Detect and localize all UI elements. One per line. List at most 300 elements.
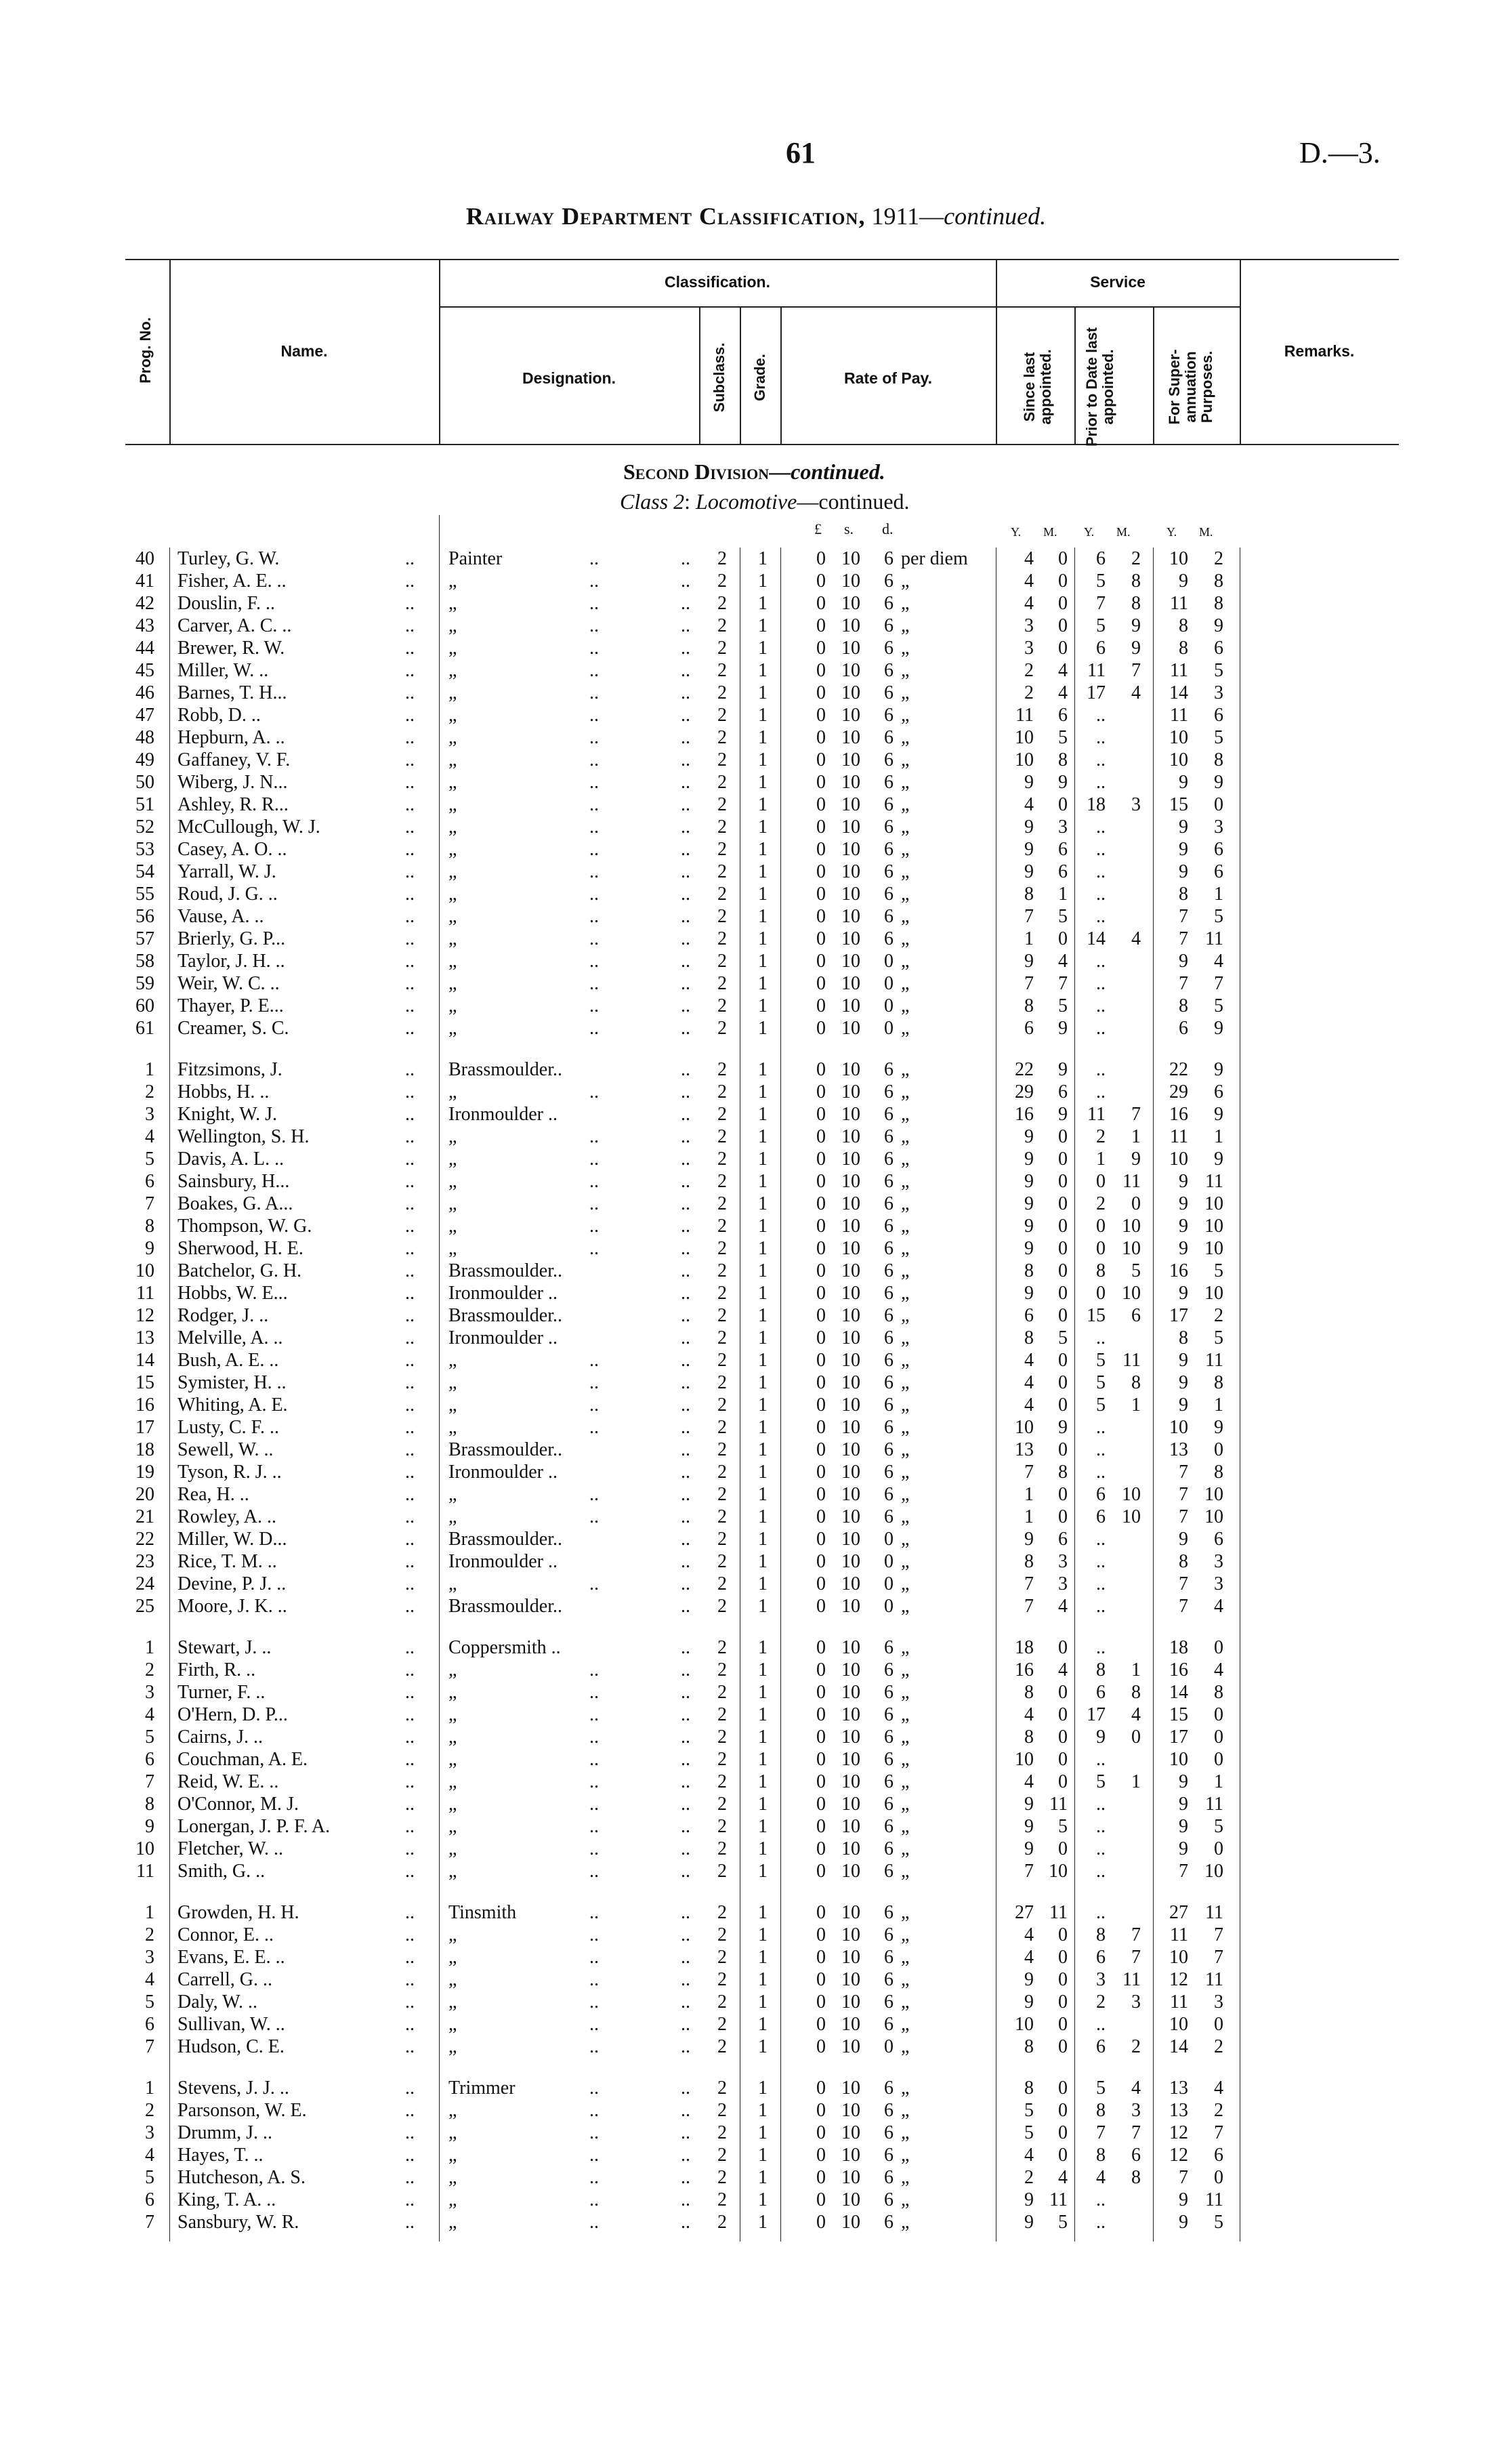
cell-pay-pounds: 0	[816, 906, 826, 927]
table-row	[0, 1793, 1512, 1815]
leader-dots: ..	[681, 772, 690, 793]
leader-dots: ..	[405, 1816, 415, 1837]
cell-prior-months: 6	[1131, 1305, 1141, 1326]
cell-designation: „	[448, 1969, 457, 1990]
cell-subclass: 2	[717, 1350, 727, 1371]
cell-since-years: 10	[1015, 1417, 1034, 1438]
cell-name: Yarrall, W. J.	[177, 861, 276, 882]
cell-super-months: 7	[1214, 1924, 1223, 1945]
cell-super-years: 9	[1179, 1171, 1188, 1192]
cell-name: Thayer, P. E...	[177, 995, 284, 1016]
cell-prior-years: 6	[1096, 638, 1106, 659]
cell-super-years: 9	[1179, 1350, 1188, 1371]
cell-pay-suffix: „	[901, 772, 910, 793]
cell-prior-years: ..	[1096, 2014, 1106, 2035]
leader-dots: ..	[681, 1704, 690, 1725]
cell-name: Stewart, J. ..	[177, 1637, 272, 1658]
cell-prior-years: ..	[1096, 1596, 1106, 1617]
cell-pay-shillings: 10	[841, 1659, 860, 1680]
cell-prior-years: 6	[1096, 1682, 1106, 1703]
cell-prior-years: 7	[1096, 593, 1106, 614]
leader-dots: ..	[589, 1372, 599, 1393]
leader-dots: ..	[589, 1727, 599, 1748]
cell-subclass: 2	[717, 1573, 727, 1594]
cell-prog-no: 21	[135, 1506, 154, 1527]
cell-pay-pence: 6	[884, 1260, 894, 1281]
cell-super-months: 9	[1214, 1149, 1223, 1170]
cell-subclass: 2	[717, 1260, 727, 1281]
leader-dots: ..	[405, 839, 415, 860]
table-row	[0, 637, 1512, 659]
cell-subclass: 2	[717, 2212, 727, 2233]
cell-prog-no: 55	[135, 884, 154, 905]
leader-dots: ..	[589, 1149, 599, 1170]
leader-dots: ..	[681, 2100, 690, 2121]
table-row	[0, 1282, 1512, 1304]
cell-prog-no: 4	[145, 1969, 154, 1990]
cell-prior-years: 8	[1096, 1924, 1106, 1945]
leader-dots: ..	[589, 1902, 599, 1923]
cell-since-months: 0	[1058, 1216, 1068, 1237]
cell-since-months: 0	[1058, 1149, 1068, 1170]
cell-super-months: 11	[1205, 928, 1223, 949]
cell-prog-no: 61	[135, 1018, 154, 1039]
cell-prior-months: 10	[1122, 1506, 1141, 1527]
cell-pay-pounds: 0	[816, 1902, 826, 1923]
cell-super-years: 10	[1169, 727, 1188, 748]
cell-prog-no: 53	[135, 839, 154, 860]
leader-dots: ..	[405, 638, 415, 659]
cell-grade: 1	[758, 1216, 768, 1237]
cell-grade: 1	[758, 2167, 768, 2188]
leader-dots: ..	[681, 615, 690, 636]
leader-dots: ..	[589, 1238, 599, 1259]
cell-pay-shillings: 10	[841, 660, 860, 681]
leader-dots: ..	[589, 928, 599, 949]
cell-name: Robb, D. ..	[177, 705, 261, 726]
cell-pay-pence: 6	[884, 1704, 894, 1725]
division-continued: continued.	[791, 459, 885, 484]
cell-super-months: 9	[1214, 1059, 1223, 1080]
leader-dots: ..	[405, 1727, 415, 1748]
cell-name: Moore, J. K. ..	[177, 1596, 287, 1617]
leader-dots: ..	[589, 1216, 599, 1237]
cell-grade: 1	[758, 2122, 768, 2143]
cell-since-years: 2	[1024, 2167, 1034, 2188]
cell-prog-no: 3	[145, 2122, 154, 2143]
cell-prog-no: 3	[145, 1947, 154, 1968]
cell-super-years: 9	[1179, 1771, 1188, 1792]
cell-designation: Brassmoulder..	[448, 1596, 562, 1617]
cell-since-years: 9	[1024, 2212, 1034, 2233]
cell-super-months: 2	[1214, 1305, 1223, 1326]
cell-prior-months: 3	[1131, 1991, 1141, 2012]
cell-designation: „	[448, 1193, 457, 1214]
cell-pay-suffix: „	[901, 1659, 910, 1680]
leader-dots: ..	[405, 548, 415, 569]
cell-since-years: 10	[1015, 727, 1034, 748]
cell-pay-pence: 6	[884, 2167, 894, 2188]
cell-super-months: 4	[1214, 2078, 1223, 2099]
cell-since-months: 9	[1058, 1059, 1068, 1080]
cell-name: Miller, W. ..	[177, 660, 269, 681]
cell-super-months: 3	[1214, 1573, 1223, 1594]
leader-dots: ..	[589, 995, 599, 1016]
leader-dots: ..	[589, 2145, 599, 2166]
table-row	[0, 2077, 1512, 2099]
cell-pay-pence: 6	[884, 1439, 894, 1460]
leader-dots: ..	[681, 1417, 690, 1438]
cell-grade: 1	[758, 1350, 768, 1371]
leader-dots: ..	[405, 1924, 415, 1945]
cell-grade: 1	[758, 1439, 768, 1460]
cell-super-years: 7	[1179, 1861, 1188, 1882]
cell-prior-months: 8	[1131, 571, 1141, 592]
leader-dots: ..	[681, 2189, 690, 2210]
cell-prior-months: 8	[1131, 1682, 1141, 1703]
cell-prior-years: 8	[1096, 2100, 1106, 2121]
cell-subclass: 2	[717, 638, 727, 659]
table-row	[0, 570, 1512, 592]
cell-super-months: 1	[1214, 884, 1223, 905]
leader-dots: ..	[589, 2167, 599, 2188]
cell-subclass: 2	[717, 1484, 727, 1505]
table-row	[0, 1595, 1512, 1617]
cell-prog-no: 58	[135, 951, 154, 972]
cell-pay-pence: 0	[884, 1018, 894, 1039]
leader-dots: ..	[405, 1193, 415, 1214]
cell-designation: „	[448, 2167, 457, 2188]
leader-dots: ..	[681, 839, 690, 860]
cell-since-years: 9	[1024, 1794, 1034, 1815]
branch-continued: —continued.	[797, 489, 910, 514]
leader-dots: ..	[681, 1081, 690, 1102]
table-row	[0, 1304, 1512, 1327]
cell-pay-suffix: per diem	[901, 548, 968, 569]
table-row	[0, 1193, 1512, 1215]
cell-designation: „	[448, 772, 457, 793]
cell-pay-pounds: 0	[816, 2122, 826, 2143]
cell-name: McCullough, W. J.	[177, 817, 320, 838]
cell-since-years: 7	[1024, 1573, 1034, 1594]
cell-super-years: 13	[1169, 2100, 1188, 2121]
cell-prior-months: 4	[1131, 682, 1141, 703]
cell-prior-months: 4	[1131, 928, 1141, 949]
cell-pay-shillings: 10	[841, 1149, 860, 1170]
cell-prior-years: ..	[1096, 884, 1106, 905]
cell-prog-no: 1	[145, 2078, 154, 2099]
table-row	[0, 995, 1512, 1017]
cell-grade: 1	[758, 2014, 768, 2035]
leader-dots: ..	[681, 1305, 690, 1326]
cell-name: Lusty, C. F. ..	[177, 1417, 279, 1438]
cell-since-months: 5	[1058, 1327, 1068, 1348]
cell-subclass: 2	[717, 615, 727, 636]
cell-pay-shillings: 10	[841, 1991, 860, 2012]
cell-since-months: 0	[1058, 1350, 1068, 1371]
cell-name: Symister, H. ..	[177, 1372, 287, 1393]
header-prior-to-date: Prior to Date last appointed.	[1083, 327, 1116, 447]
table-row	[0, 1349, 1512, 1371]
leader-dots: ..	[405, 2036, 415, 2057]
cell-since-years: 3	[1024, 615, 1034, 636]
cell-pay-shillings: 10	[841, 1126, 860, 1147]
cell-designation: „	[448, 951, 457, 972]
unit-y-super: Y.	[1167, 525, 1177, 539]
table-row	[0, 1170, 1512, 1193]
cell-prior-years: ..	[1096, 1573, 1106, 1594]
cell-super-years: 8	[1179, 1327, 1188, 1348]
leader-dots: ..	[589, 571, 599, 592]
cell-prior-years: ..	[1096, 1816, 1106, 1837]
leader-dots: ..	[405, 772, 415, 793]
cell-since-years: 9	[1024, 1991, 1034, 2012]
cell-subclass: 2	[717, 1283, 727, 1304]
cell-designation: „	[448, 727, 457, 748]
cell-designation: „	[448, 1659, 457, 1680]
cell-pay-pounds: 0	[816, 749, 826, 770]
cell-since-months: 0	[1058, 1484, 1068, 1505]
cell-super-years: 7	[1179, 928, 1188, 949]
cell-since-years: 8	[1024, 1727, 1034, 1748]
leader-dots: ..	[681, 727, 690, 748]
cell-prior-months: 8	[1131, 593, 1141, 614]
cell-since-years: 2	[1024, 660, 1034, 681]
cell-prior-years: ..	[1096, 973, 1106, 994]
cell-pay-pence: 6	[884, 1327, 894, 1348]
cell-since-months: 4	[1058, 951, 1068, 972]
cell-pay-shillings: 10	[841, 1018, 860, 1039]
table-row	[0, 1726, 1512, 1748]
cell-prog-no: 2	[145, 1081, 154, 1102]
cell-designation: „	[448, 839, 457, 860]
cell-designation: „	[448, 995, 457, 1016]
cell-super-years: 10	[1169, 2014, 1188, 2035]
cell-super-months: 6	[1214, 839, 1223, 860]
cell-grade: 1	[758, 1637, 768, 1658]
cell-super-years: 10	[1169, 548, 1188, 569]
cell-pay-suffix: „	[901, 1771, 910, 1792]
cell-pay-suffix: „	[901, 2189, 910, 2210]
cell-pay-suffix: „	[901, 1059, 910, 1080]
cell-since-years: 4	[1024, 794, 1034, 815]
leader-dots: ..	[681, 1771, 690, 1792]
cell-designation: „	[448, 1171, 457, 1192]
cell-pay-pence: 6	[884, 660, 894, 681]
cell-name: Douslin, F. ..	[177, 593, 276, 614]
cell-pay-suffix: „	[901, 1327, 910, 1348]
cell-prior-months: 7	[1131, 1924, 1141, 1945]
leader-dots: ..	[405, 660, 415, 681]
leader-dots: ..	[405, 1861, 415, 1882]
header-service: Service	[1090, 273, 1146, 291]
cell-subclass: 2	[717, 1081, 727, 1102]
cell-pay-shillings: 10	[841, 571, 860, 592]
leader-dots: ..	[681, 1462, 690, 1483]
cell-pay-suffix: „	[901, 884, 910, 905]
cell-pay-suffix: „	[901, 995, 910, 1016]
cell-prior-years: 17	[1087, 682, 1106, 703]
cell-designation: „	[448, 1573, 457, 1594]
leader-dots: ..	[589, 2100, 599, 2121]
table-row	[0, 1860, 1512, 1882]
cell-prog-no: 23	[135, 1551, 154, 1572]
cell-pay-shillings: 10	[841, 1861, 860, 1882]
cell-super-months: 5	[1214, 906, 1223, 927]
table-row	[0, 1991, 1512, 2013]
cell-grade: 1	[758, 1551, 768, 1572]
cell-since-years: 9	[1024, 1149, 1034, 1170]
cell-prog-no: 4	[145, 1126, 154, 1147]
cell-designation: Brassmoulder..	[448, 1260, 562, 1281]
cell-pay-shillings: 10	[841, 2078, 860, 2099]
cell-pay-pence: 6	[884, 1637, 894, 1658]
table-row	[0, 1771, 1512, 1793]
cell-since-years: 27	[1015, 1902, 1034, 1923]
leader-dots: ..	[405, 1749, 415, 1770]
cell-since-months: 1	[1058, 884, 1068, 905]
cell-super-years: 10	[1169, 1947, 1188, 1968]
cell-pay-pounds: 0	[816, 1771, 826, 1792]
cell-grade: 1	[758, 1126, 768, 1147]
cell-grade: 1	[758, 1104, 768, 1125]
cell-super-years: 9	[1179, 1283, 1188, 1304]
cell-pay-suffix: „	[901, 615, 910, 636]
cell-pay-suffix: „	[901, 1861, 910, 1882]
leader-dots: ..	[589, 884, 599, 905]
cell-prior-years: ..	[1096, 2189, 1106, 2210]
cell-prior-years: 6	[1096, 1506, 1106, 1527]
cell-pay-shillings: 10	[841, 1682, 860, 1703]
cell-super-months: 4	[1214, 1659, 1223, 1680]
cell-pay-pounds: 0	[816, 1816, 826, 1837]
leader-dots: ..	[681, 1573, 690, 1594]
cell-pay-suffix: „	[901, 2167, 910, 2188]
cell-since-months: 8	[1058, 749, 1068, 770]
cell-subclass: 2	[717, 1372, 727, 1393]
cell-since-months: 0	[1058, 2078, 1068, 2099]
cell-since-months: 9	[1058, 1018, 1068, 1039]
cell-super-months: 8	[1214, 593, 1223, 614]
leader-dots: ..	[405, 1104, 415, 1125]
cell-pay-pence: 6	[884, 861, 894, 882]
leader-dots: ..	[681, 1260, 690, 1281]
cell-super-years: 14	[1169, 682, 1188, 703]
cell-designation: „	[448, 1749, 457, 1770]
cell-since-years: 9	[1024, 1529, 1034, 1550]
cell-since-years: 5	[1024, 2100, 1034, 2121]
leader-dots: ..	[681, 1506, 690, 1527]
cell-prior-years: 14	[1087, 928, 1106, 949]
cell-grade: 1	[758, 593, 768, 614]
cell-super-months: 5	[1214, 1816, 1223, 1837]
cell-pay-pounds: 0	[816, 1417, 826, 1438]
cell-pay-suffix: „	[901, 973, 910, 994]
cell-since-years: 3	[1024, 638, 1034, 659]
leader-dots: ..	[681, 593, 690, 614]
leader-dots: ..	[681, 2212, 690, 2233]
cell-prior-years: ..	[1096, 1749, 1106, 1770]
cell-pay-pounds: 0	[816, 2036, 826, 2057]
cell-super-months: 8	[1214, 749, 1223, 770]
leader-dots: ..	[405, 1439, 415, 1460]
cell-super-years: 15	[1169, 794, 1188, 815]
cell-super-months: 5	[1214, 660, 1223, 681]
cell-subclass: 2	[717, 571, 727, 592]
cell-pay-suffix: „	[901, 1838, 910, 1859]
cell-pay-suffix: „	[901, 1395, 910, 1416]
cell-pay-shillings: 10	[841, 2100, 860, 2121]
leader-dots: ..	[681, 660, 690, 681]
cell-name: Stevens, J. J. ..	[177, 2078, 289, 2099]
cell-prog-no: 48	[135, 727, 154, 748]
cell-pay-shillings: 10	[841, 1596, 860, 1617]
cell-pay-shillings: 10	[841, 1484, 860, 1505]
cell-super-months: 8	[1214, 1462, 1223, 1483]
cell-super-years: 14	[1169, 2036, 1188, 2057]
leader-dots: ..	[681, 884, 690, 905]
cell-pay-pence: 6	[884, 794, 894, 815]
cell-prog-no: 22	[135, 1529, 154, 1550]
leader-dots: ..	[681, 1283, 690, 1304]
cell-pay-suffix: „	[901, 1238, 910, 1259]
cell-pay-shillings: 10	[841, 1749, 860, 1770]
cell-name: Connor, E. ..	[177, 1924, 274, 1945]
cell-name: Tyson, R. J. ..	[177, 1462, 282, 1483]
cell-since-months: 6	[1058, 1529, 1068, 1550]
cell-subclass: 2	[717, 1462, 727, 1483]
cell-prior-years: 18	[1087, 794, 1106, 815]
leader-dots: ..	[589, 1838, 599, 1859]
cell-super-years: 9	[1179, 1395, 1188, 1416]
leader-dots: ..	[681, 571, 690, 592]
cell-pay-pounds: 0	[816, 1924, 826, 1945]
cell-since-months: 9	[1058, 1104, 1068, 1125]
cell-grade: 1	[758, 1305, 768, 1326]
cell-name: Weir, W. C. ..	[177, 973, 280, 994]
cell-grade: 1	[758, 817, 768, 838]
cell-prior-months: 9	[1131, 615, 1141, 636]
cell-prog-no: 49	[135, 749, 154, 770]
cell-prog-no: 6	[145, 1171, 154, 1192]
unit-y-prior: Y.	[1084, 525, 1095, 539]
cell-pay-pence: 6	[884, 772, 894, 793]
cell-pay-suffix: „	[901, 794, 910, 815]
cell-pay-suffix: „	[901, 705, 910, 726]
cell-pay-pence: 6	[884, 1816, 894, 1837]
cell-prior-months: 1	[1131, 1395, 1141, 1416]
cell-pay-pounds: 0	[816, 1969, 826, 1990]
cell-prior-months: 3	[1131, 2100, 1141, 2121]
cell-since-years: 1	[1024, 1506, 1034, 1527]
cell-super-years: 10	[1169, 1417, 1188, 1438]
leader-dots: ..	[681, 1794, 690, 1815]
cell-designation: „	[448, 794, 457, 815]
cell-super-months: 5	[1214, 727, 1223, 748]
cell-since-months: 0	[1058, 638, 1068, 659]
cell-name: Carrell, G. ..	[177, 1969, 272, 1990]
cell-super-years: 11	[1170, 705, 1188, 726]
leader-dots: ..	[405, 1238, 415, 1259]
cell-super-years: 11	[1170, 1126, 1188, 1147]
cell-since-months: 0	[1058, 1947, 1068, 1968]
cell-prior-months: 9	[1131, 638, 1141, 659]
unit-pounds: £	[814, 520, 822, 537]
cell-grade: 1	[758, 1327, 768, 1348]
cell-prior-years: 1	[1096, 1149, 1106, 1170]
cell-since-months: 0	[1058, 2036, 1068, 2057]
cell-subclass: 2	[717, 928, 727, 949]
